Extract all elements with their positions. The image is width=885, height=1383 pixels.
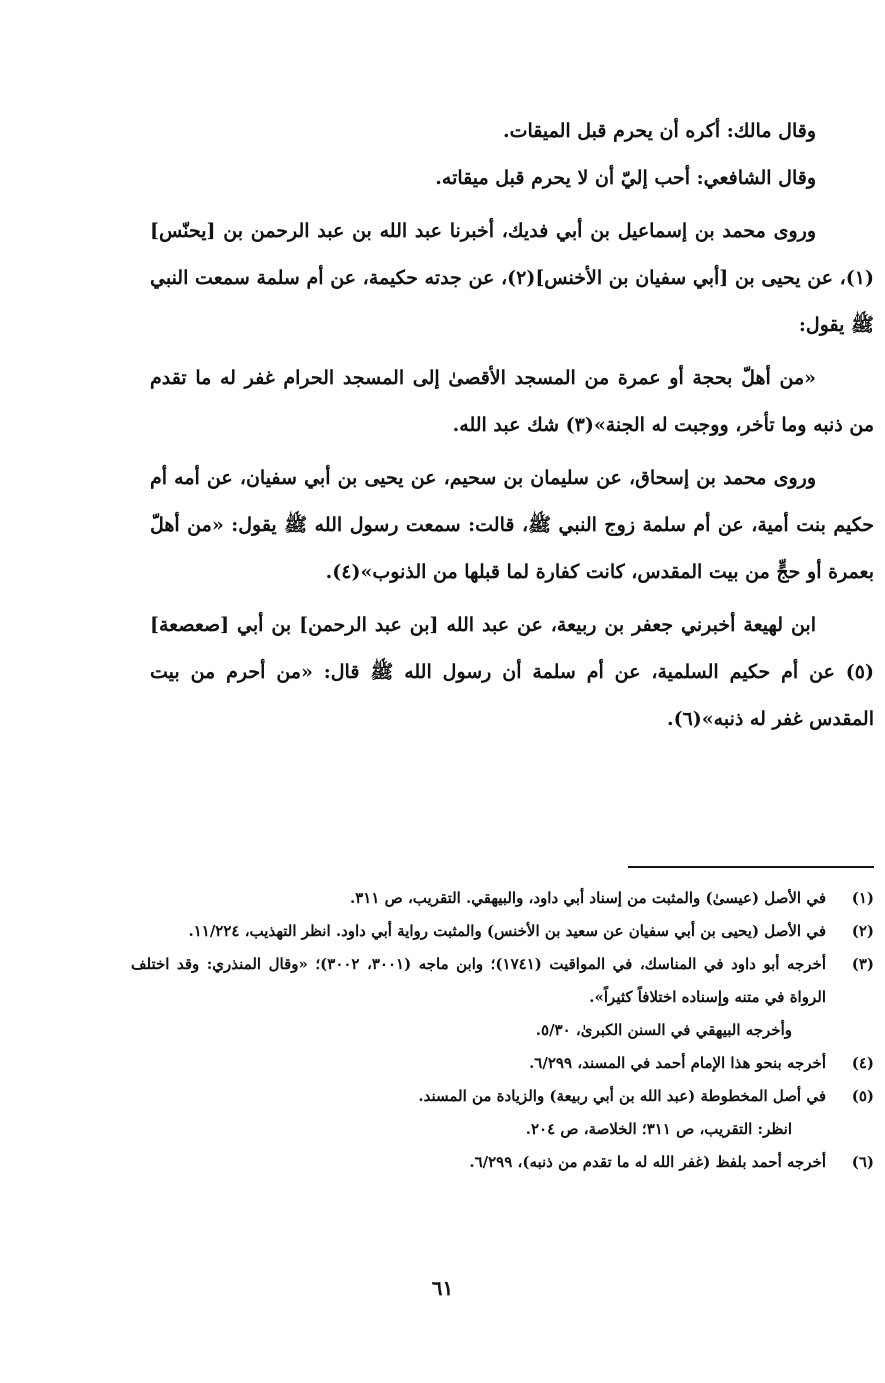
footnotes: [131, 882, 874, 1179]
footnote-6: [131, 1146, 874, 1179]
footnote-body: [131, 915, 826, 948]
footnote-body: [131, 1146, 826, 1179]
page-number: ٦١: [431, 1276, 454, 1300]
footnote-3: [131, 948, 874, 1047]
footnote-number: (٦): [851, 1153, 874, 1171]
footnote-body: [131, 1047, 826, 1080]
footnote-body: [131, 1080, 826, 1146]
footnote-body: [131, 948, 826, 1047]
footnote-5: [131, 1080, 874, 1146]
main-text: [150, 108, 874, 743]
footnote-line: في الأصل (عيسىٰ) والمثبت من إسناد أبي داود، والبيهقي. التقريب، ص ٣١١.: [349, 889, 826, 907]
footnote-number: (٢): [851, 922, 874, 940]
footnote-number: (٤): [851, 1054, 874, 1072]
paragraph-shafii: وقال الشافعي: أحب إليّ أن لا يحرم قبل ميقاته.: [435, 167, 816, 189]
footnote-1: [131, 882, 874, 915]
footnote-line: انظر: التقريب، ص ٣١١؛ الخلاصة، ص ٢٠٤.: [525, 1120, 792, 1138]
paragraph-ibn-abi-fudayk: وروى محمد بن إسماعيل بن أبي فديك، أخبرنا عبد الله بن عبد الرحمن بن [يحنّس](١)، عن يحيى بن [أبي سفيان بن الأخنس](٢)، عن جدته حكيمة، عن أم سلمة سمعت النبي ﷺ يقول:: [150, 220, 875, 336]
footnote-number: (٣): [851, 955, 874, 973]
footnote-body: [131, 882, 826, 915]
paragraph-ibn-lahia: ابن لهيعة أخبرني جعفر بن ربيعة، عن عبد الله [بن عبد الرحمن] بن أبي [صعصعة](٥) عن أم حكيم السلمية، عن أم سلمة أن رسول الله ﷺ قال: «من أحرم من بيت المقدس غفر له ذنبه»(٦).: [150, 614, 874, 730]
footnote-line: وأخرجه البيهقي في السنن الكبرىٰ، ٥/٣٠.: [535, 1021, 792, 1039]
footnote-2: [131, 915, 874, 948]
footnote-number: (١): [851, 889, 874, 907]
footnote-line: أخرجه أبو داود في المناسك، في المواقيت (١٧٤١)؛ وابن ماجه (٣٠٠١، ٣٠٠٢)؛ «وقال المنذري: وقد اختلف الرواة في متنه وإسناده اختلافاً كثيراً».: [131, 955, 827, 1006]
footnote-separator: [628, 866, 874, 868]
footnote-4: [131, 1047, 874, 1080]
paragraph-hadith-text: «من أهلّ بحجة أو عمرة من المسجد الأقصىٰ إلى المسجد الحرام غفر له ما تقدم من ذنبه وما تأخر، ووجبت له الجنة»(٣) شك عبد الله.: [150, 367, 874, 436]
paragraph-malik: وقال مالك: أكره أن يحرم قبل الميقات.: [502, 120, 816, 142]
footnote-line: أخرجه أحمد بلفظ (غفر الله له ما تقدم من ذنبه)، ٦/٢٩٩.: [469, 1153, 826, 1171]
footnote-line: في الأصل (يحيى بن أبي سفيان عن سعيد بن الأخنس) والمثبت رواية أبي داود. انظر التهذيب، ١١/٢٢٤.: [188, 922, 826, 940]
footnote-line: أخرجه بنحو هذا الإمام أحمد في المسند، ٦/٢٩٩.: [529, 1054, 826, 1072]
paragraph-ibn-ishaq: وروى محمد بن إسحاق، عن سليمان بن سحيم، عن يحيى بن أبي سفيان، عن أمه أم حكيم بنت أمية، عن أم سلمة زوج النبي ﷺ، قالت: سمعت رسول الله ﷺ يقول: «من أهلّ بعمرة أو حجٍّ من بيت المقدس، كانت كفارة لما قبلها من الذنوب»(٤).: [150, 467, 874, 583]
footnote-number: (٥): [851, 1087, 874, 1105]
footnote-line: في أصل المخطوطة (عبد الله بن أبي ربيعة) والزيادة من المسند.: [418, 1087, 826, 1105]
